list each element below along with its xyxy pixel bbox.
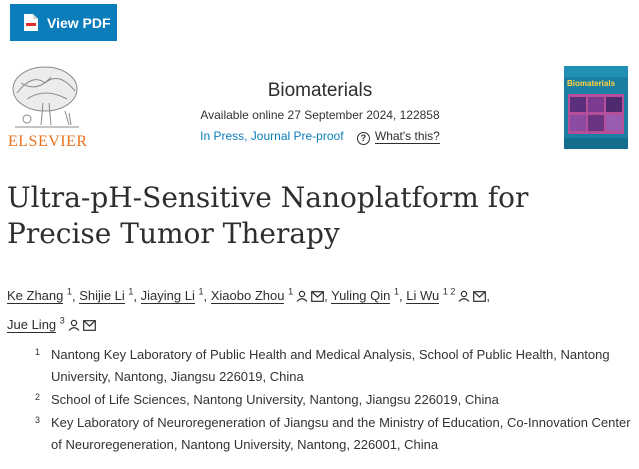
author-affiliation-ref: 1 [198,287,204,297]
author-link[interactable]: Ke Zhang $^1$ [7,287,73,304]
affiliation-number: 2 [35,392,41,402]
author-affiliation-ref: 1 [128,287,134,297]
affiliation-item [35,389,635,411]
author-affiliation-ref: 1 [288,287,294,297]
author-affiliation-ref: 1 [394,287,400,297]
author-affiliation-ref: 1 [67,287,73,297]
author-link[interactable]: Xiaobo Zhou $^1$ [211,288,324,303]
status-row [150,129,490,145]
affiliation-text: Nantong Key Laboratory of Public Health and Medical Analysis, School of Public Health, Nantong University, Nantong, Jiangsu 226019, China [51,347,610,384]
author-link[interactable]: Jiaying Li $^1$ [140,287,204,304]
article-title: Ultra-pH-Sensitive Nanoplatform for Precise Tumor Therapy [7,181,529,250]
pdf-file-icon [23,13,39,32]
affiliation-item [35,412,635,456]
affiliation-text: School of Life Sciences, Nantong University, Nantong, Jiangsu 226019, China [51,392,499,407]
affiliation-item [35,344,635,388]
affiliation-number: 3 [35,415,41,425]
affiliation-number: 1 [35,347,41,357]
person-icon [296,287,308,309]
journal-title[interactable]: Biomaterials [267,80,373,101]
view-pdf-label: View PDF [47,14,111,31]
email-icon [473,287,486,309]
affiliation-list [35,344,635,457]
author-link[interactable]: Jue Ling $^3$ [7,317,96,332]
journal-cover-image[interactable] [564,66,628,149]
author-link[interactable]: Li Wu $^{1 2}$ [406,288,486,303]
cover-title: Biomaterials [567,79,616,88]
author-list: Ke Zhang $^1$, Shijie Li $^1$, Jiaying Li $^1$, Xiaobo Zhou $^1$ , Yuling Qin $^1$, Li Wu $^{1 2}$ , Jue Ling $^3$ [7,281,632,338]
email-icon [83,316,96,338]
journal-status: In Press, Journal Pre-proof [200,129,344,143]
view-pdf-button[interactable] [10,4,117,41]
author-affiliation-ref: 3 [59,315,65,326]
affiliation-text: Key Laboratory of Neuroregeneration of Jiangsu and the Ministry of Education, Co-Innovation Center of Neuroregeneration, Nantong University, Nantong, 226001, China [51,415,631,452]
person-icon [68,316,80,338]
person-icon [458,287,470,309]
question-icon[interactable]: ? [357,132,370,145]
whats-this-link[interactable]: What's this? [374,129,440,143]
email-icon [311,287,324,309]
author-link[interactable]: Yuling Qin $^1$ [331,287,400,304]
elsevier-wordmark: ELSEVIER [8,133,88,150]
author-affiliation-ref: 1 2 [442,287,456,297]
author-link[interactable]: Shijie Li $^1$ [79,287,134,304]
available-online-date: Available online 27 September 2024, 122858 [200,108,440,122]
